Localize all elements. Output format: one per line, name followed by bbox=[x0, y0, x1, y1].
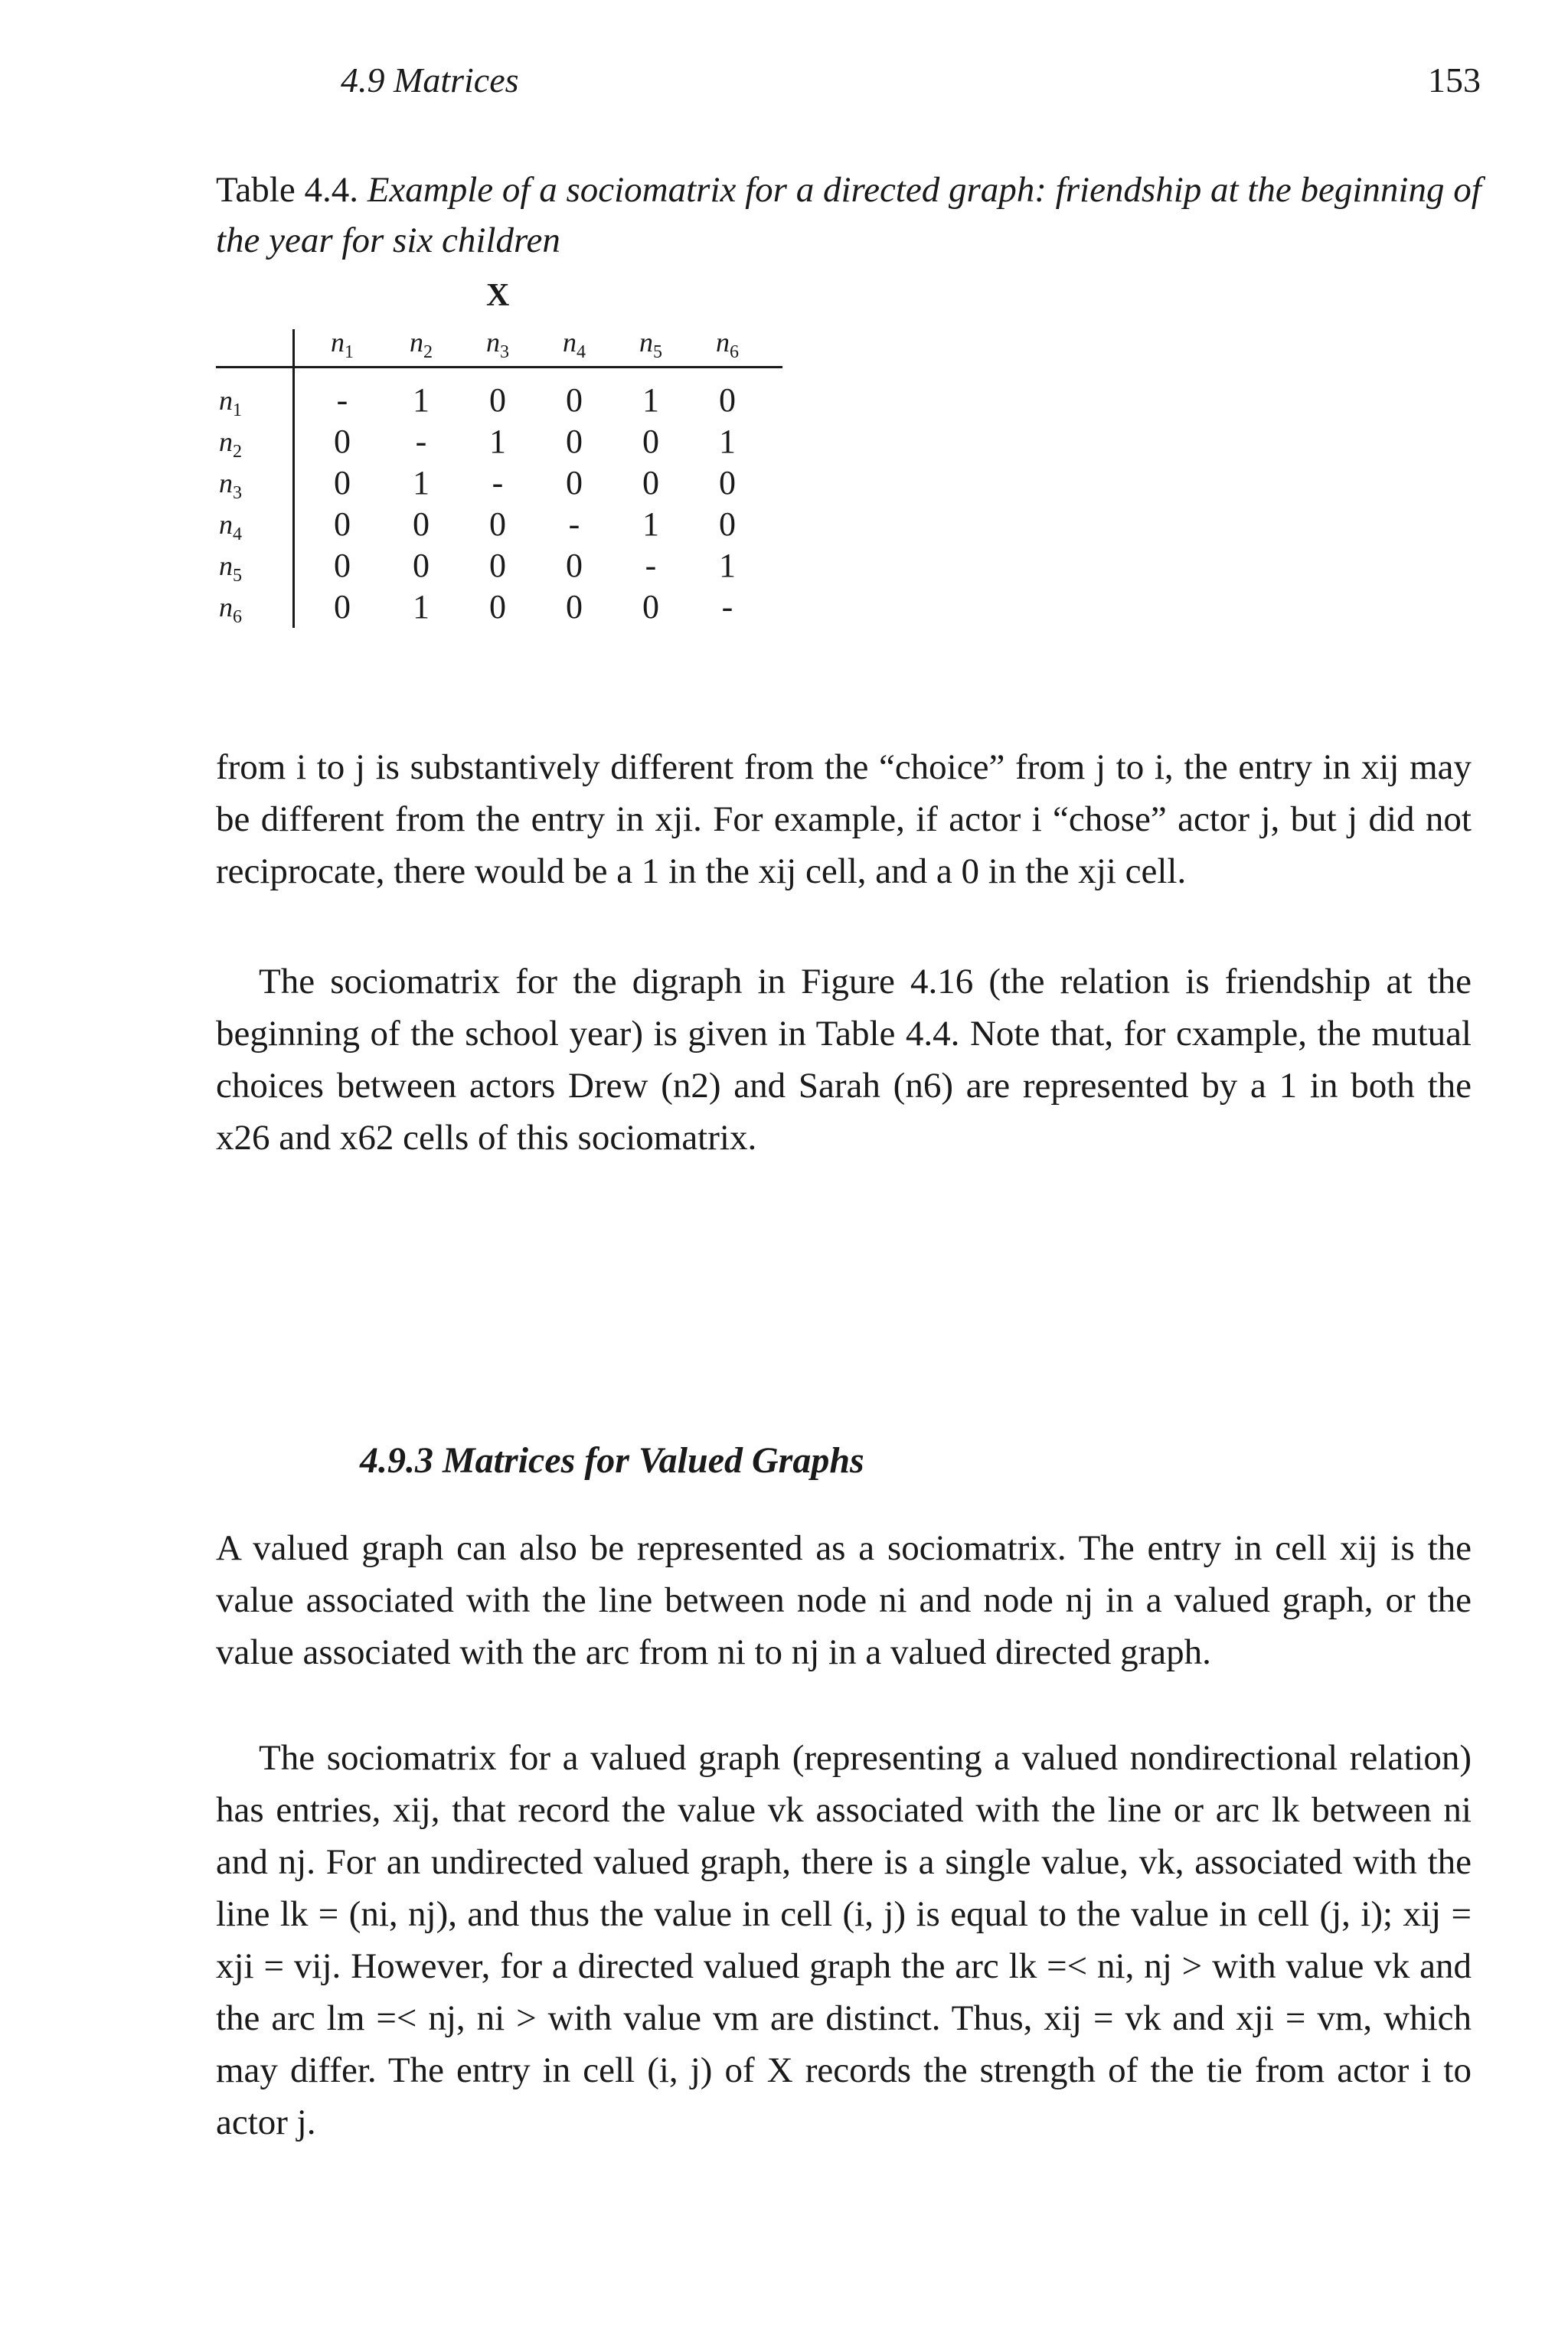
matrix-cell: 0 bbox=[334, 423, 351, 460]
sociomatrix-table bbox=[216, 322, 782, 628]
matrix-cell: 0 bbox=[334, 505, 351, 543]
page-number: 153 bbox=[1428, 60, 1481, 100]
row-header: $n_6$ bbox=[219, 592, 242, 628]
column-header: $n_5$ bbox=[639, 327, 662, 363]
matrix-cell: 0 bbox=[719, 381, 736, 419]
matrix-cell: 0 bbox=[642, 588, 659, 626]
matrix-symbol: X bbox=[486, 278, 510, 313]
matrix-cell: 0 bbox=[334, 547, 351, 584]
matrix-cell: 1 bbox=[642, 381, 659, 419]
paragraph-3: A valued graph can also be represented as a sociomatrix. The entry in cell xij is the value associated with the line between node ni and node nj in a valued graph, or the value associated with the arc from ni to nj in a valued directed graph. bbox=[216, 1528, 1472, 1672]
matrix-cell: 1 bbox=[489, 423, 506, 460]
matrix-cell: 0 bbox=[489, 547, 506, 584]
column-header: $n_4$ bbox=[563, 327, 586, 363]
matrix-cell: 0 bbox=[413, 505, 430, 543]
matrix-cell: 0 bbox=[719, 464, 736, 502]
row-header: $n_2$ bbox=[219, 426, 242, 462]
matrix-cell: 0 bbox=[566, 464, 583, 502]
matrix-cell: 1 bbox=[413, 381, 430, 419]
matrix-cell: 0 bbox=[642, 423, 659, 460]
column-header: $n_6$ bbox=[716, 327, 739, 363]
matrix-cell: - bbox=[415, 423, 427, 460]
matrix-cell: - bbox=[645, 547, 657, 584]
running-header: 4.9 Matrices bbox=[341, 60, 519, 100]
matrix-cell: 1 bbox=[413, 588, 430, 626]
matrix-cell: 0 bbox=[566, 588, 583, 626]
matrix-cell: 0 bbox=[566, 547, 583, 584]
matrix-cell: 0 bbox=[489, 381, 506, 419]
matrix-cell: 0 bbox=[719, 505, 736, 543]
table-caption-text: Example of a sociomatrix for a directed graph: friendship at the beginning of the year for six children bbox=[216, 170, 1481, 260]
matrix-cell: - bbox=[568, 505, 580, 543]
paragraph-1: from i to j is substantively different from the “choice” from j to i, the entry in xij may be different from the entry in xji. For example, if actor i “chose” actor j, but j did not reciprocate, there would be a 1 in the xij cell, and a 0 in the xji cell. bbox=[216, 747, 1472, 891]
matrix-cell: 1 bbox=[719, 547, 736, 584]
matrix-cell: 0 bbox=[334, 588, 351, 626]
matrix-cell: 0 bbox=[489, 588, 506, 626]
matrix-cell: 1 bbox=[413, 464, 430, 502]
column-header: $n_3$ bbox=[486, 327, 509, 363]
column-header: $n_1$ bbox=[331, 327, 354, 363]
matrix-cell: 0 bbox=[334, 464, 351, 502]
matrix-cell: 0 bbox=[642, 464, 659, 502]
column-header: $n_2$ bbox=[410, 327, 433, 363]
paragraph-2: The sociomatrix for the digraph in Figure 4.16 (the relation is friendship at the beginning of the school year) is given in Table 4.4. Note that, for cxample, the mutual choices between actors Drew (n2) and Sarah (n6) are represented by a 1 in both the x26 and x62 cells of this sociomatrix. bbox=[216, 962, 1472, 1158]
matrix-cell: - bbox=[492, 464, 504, 502]
row-label-rule bbox=[292, 329, 295, 628]
row-header: $n_3$ bbox=[219, 468, 242, 504]
matrix-cell: 1 bbox=[642, 505, 659, 543]
section-title: 4.9.3 Matrices for Valued Graphs bbox=[360, 1440, 864, 1481]
matrix-cell: - bbox=[336, 381, 348, 419]
matrix-cell: 0 bbox=[566, 423, 583, 460]
matrix-cell: 1 bbox=[719, 423, 736, 460]
table-label: Table 4.4. bbox=[216, 170, 358, 210]
matrix-cell: - bbox=[721, 588, 733, 626]
matrix-cell: 0 bbox=[489, 505, 506, 543]
table-caption bbox=[216, 165, 1487, 266]
row-header: $n_4$ bbox=[219, 509, 242, 545]
paragraph-4: The sociomatrix for a valued graph (representing a valued nondirectional relation) has entries, xij, that record the value vk associated with the line or arc lk between ni and nj. For an undirected valued graph, there is a single value, vk, associated with the line lk = (ni, nj), and thus the value in cell (i, j) is equal to the value in cell (j, i); xij = xji = vij. However, for a directed valued graph the arc lk =< ni, nj > with value vk and the arc lm =< nj, ni > with value vm are distinct. Thus, xij = vk and xji = vm, which may differ. The entry in cell (i, j) of X records the strength of the tie from actor i to actor j. bbox=[216, 1738, 1472, 2142]
row-header: $n_5$ bbox=[219, 551, 242, 586]
row-header: $n_1$ bbox=[219, 385, 242, 421]
matrix-cell: 0 bbox=[413, 547, 430, 584]
matrix-cell: 0 bbox=[566, 381, 583, 419]
